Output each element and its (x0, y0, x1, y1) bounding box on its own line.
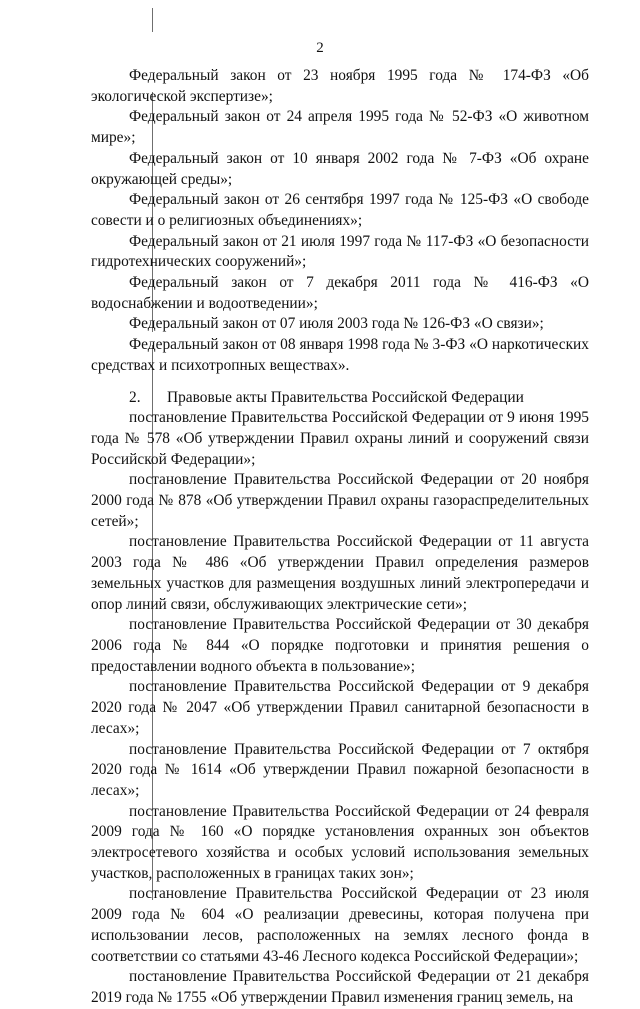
federal-law-item: Федеральный закон от 23 ноября 1995 года № 174-ФЗ «Об экологической экспертизе»; (91, 67, 589, 105)
government-act-item: постановление Правительства Российской Федерации от 11 августа 2003 года № 486 «Об утверждении Правил определения размеров земельных участков для размещения воздушных линий электропередачи и опор линий связи, обслуживающих электрические сети»; (91, 533, 589, 613)
federal-law-item: Федеральный закон от 7 декабря 2011 года № 416-ФЗ «О водоснабжении и водоотведении»; (91, 274, 589, 312)
section-title: Правовые акты Правительства Российской Федерации (167, 388, 524, 406)
document-body (91, 66, 589, 1009)
government-act-item: постановление Правительства Российской Федерации от 7 октября 2020 года № 1614 «Об утверждении Правил пожарной безопасности в лесах»; (91, 740, 589, 799)
government-act-item: постановление Правительства Российской Федерации от 20 ноября 2000 года № 878 «Об утверждении Правил охраны газораспределительных сетей»; (91, 471, 589, 530)
government-act-item: постановление Правительства Российской Федерации от 21 декабря 2019 года № 1755 «Об утверждении Правил изменения границ земель, на (91, 968, 589, 1006)
federal-law-item: Федеральный закон от 07 июля 2003 года № 126-ФЗ «О связи»; (129, 315, 544, 333)
section-number: 2. (129, 388, 141, 406)
federal-law-item: Федеральный закон от 10 января 2002 года № 7-ФЗ «Об охране окружающей среды»; (91, 149, 589, 188)
government-act-item: постановление Правительства Российской Федерации от 24 февраля 2009 года № 160 «О порядке установления охранных зон объектов электросетевого хозяйства и особых условий использования земельных участков, расположенных в границах таких зон»; (91, 802, 589, 882)
federal-law-item: Федеральный закон от 08 января 1998 года № 3-ФЗ «О наркотических средствах и психотропных веществах». (91, 336, 589, 374)
government-act-item: постановление Правительства Российской Федерации от 9 декабря 2020 года № 2047 «Об утверждении Правил санитарной безопасности в лесах»; (91, 678, 589, 737)
federal-law-item: Федеральный закон от 24 апреля 1995 года № 52-ФЗ «О животном мире»; (91, 108, 589, 147)
government-act-item: постановление Правительства Российской Федерации от 30 декабря 2006 года № 844 «О порядке подготовки и принятия решения о предоставлении водного объекта в пользование»; (91, 616, 589, 675)
government-act-item: постановление Правительства Российской Федерации от 9 июня 1995 года № 578 «Об утверждении Правил охраны линий и сооружений связи Российской Федерации»; (91, 409, 589, 468)
section-heading (91, 388, 589, 409)
scan-artifact-line (152, 8, 153, 32)
federal-law-item: Федеральный закон от 26 сентября 1997 года № 125-ФЗ «О свободе совести и о религиозных объединениях»; (91, 191, 589, 229)
government-act-item: постановление Правительства Российской Федерации от 23 июля 2009 года № 604 «О реализации древесины, которая получена при использовании лесов, расположенных на землях лесного фонда в соответствии со статьями 43-46 Лесного кодекса Российской Федерации»; (91, 885, 589, 965)
federal-law-item: Федеральный закон от 21 июля 1997 года № 117-ФЗ «О безопасности гидротехнических сооружений»; (91, 232, 589, 271)
page-number: 2 (316, 40, 324, 56)
